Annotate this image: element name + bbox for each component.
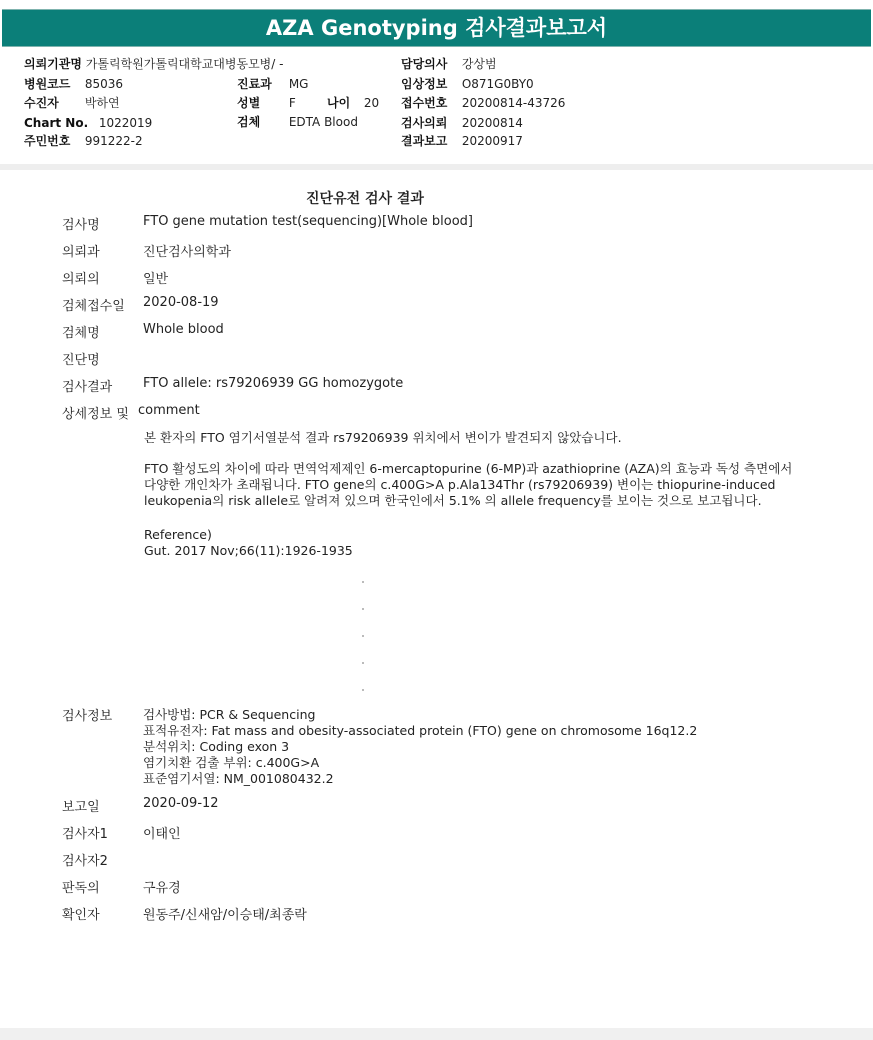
resident-no-value: 991222-2	[84, 134, 143, 148]
dept-field	[237, 77, 308, 91]
hospital-code-label: 병원코드	[24, 77, 71, 91]
patient-label: 수진자	[24, 96, 59, 110]
doctor-label: 담당의사	[401, 57, 448, 71]
specimen-value: EDTA Blood	[288, 115, 358, 129]
specimen-name-label: 검체명	[62, 326, 100, 341]
dept-value: MG	[288, 77, 309, 91]
resident-no-label: 주민번호	[24, 134, 71, 148]
confirmer-label: 확인자	[62, 908, 100, 923]
examiner2-label: 검사자2	[62, 854, 108, 869]
report-date-value: 2020-09-12	[143, 796, 219, 811]
patient-field	[24, 96, 120, 110]
clinical-info-field	[401, 77, 534, 91]
institution-label: 의뢰기관명	[24, 57, 82, 71]
report-heading: 진단유전 검사 결과	[306, 191, 424, 207]
request-date-label: 검사의뢰	[401, 116, 448, 130]
header-divider	[0, 164, 873, 170]
report-date-label: 보고일	[62, 800, 100, 815]
specimen-receipt-date-label: 검체접수일	[62, 299, 125, 314]
test-name-value: FTO gene mutation test(sequencing)[Whole blood]	[143, 214, 473, 229]
receipt-no-label: 접수번호	[401, 96, 448, 110]
specimen-name-value: Whole blood	[143, 322, 224, 337]
detail-value: comment	[138, 403, 200, 418]
target-gene-line: 표적유전자: Fat mass and obesity-associated protein (FTO) gene on chromosome 16q12.2	[143, 723, 698, 738]
analysis-site-line: 분석위치: Coding exon 3	[143, 739, 290, 754]
comment-paragraph-2: FTO 활성도의 차이에 따라 면역억제제인 6-mercaptopurine (6-MP)과 azathioprine (AZA)의 효능과 독성 측면에서 다양한 개인차가 초래됩니다. FTO gene의 c.400G>A p.Ala134Thr (rs79206939) 변이는 thiopurine-induced leukopenia의 risk allele로 알려져 있으며 한국인에서 5.1% 의 allele frequency를 보이는 것으로 보고됩니다.	[144, 461, 793, 508]
test-name-label: 검사명	[62, 218, 100, 233]
clinical-info-value: O871G0BY0	[461, 77, 534, 91]
reference-label: Reference)	[144, 527, 212, 542]
request-date-value: 20200814	[461, 116, 523, 130]
requesting-doctor-label: 의뢰의	[62, 272, 100, 287]
sex-value: F	[288, 96, 296, 110]
reader-label: 판독의	[62, 881, 100, 896]
reader-value: 구유경	[143, 881, 181, 896]
result-report-label: 결과보고	[401, 134, 448, 148]
divider-dot	[362, 689, 364, 691]
resident-no-field	[24, 134, 143, 148]
hospital-code-field	[24, 77, 123, 91]
test-result-label: 검사결과	[62, 380, 113, 395]
substitution-site-line: 염기치환 검출 부위: c.400G>A	[143, 755, 320, 770]
divider-dot	[362, 608, 364, 610]
institution-value: 가톨릭학원가톨릭대학교대병동모병/ -	[85, 57, 284, 71]
institution-field	[24, 57, 283, 71]
age-field	[327, 96, 379, 110]
test-method-line: 검사방법: PCR & Sequencing	[143, 707, 316, 722]
comment-paragraph-1: 본 환자의 FTO 염기서열분석 결과 rs79206939 위치에서 변이가 발견되지 않았습니다.	[144, 430, 622, 445]
requesting-dept-label: 의뢰과	[62, 245, 100, 260]
confirmer-value: 원동주/신새암/이승태/최종락	[143, 908, 307, 923]
divider-dot	[362, 581, 364, 583]
receipt-no-field	[401, 96, 565, 110]
clinical-info-label: 임상정보	[401, 77, 448, 91]
divider-dot	[362, 662, 364, 664]
diagnosis-label: 진단명	[62, 353, 100, 368]
test-info-label: 검사정보	[62, 709, 113, 724]
age-label: 나이	[327, 96, 351, 110]
examiner1-label: 검사자1	[62, 827, 108, 842]
detail-label: 상세정보 및	[62, 407, 129, 422]
request-date-field	[401, 116, 523, 130]
chart-no-field	[24, 116, 152, 130]
sex-label: 성별	[237, 96, 261, 110]
hospital-code-value: 85036	[84, 77, 124, 91]
reference-sequence-line: 표준염기서열: NM_001080432.2	[143, 771, 334, 786]
requesting-doctor-value: 일반	[143, 272, 169, 287]
receipt-no-value: 20200814-43726	[461, 96, 566, 110]
dept-label: 진료과	[237, 77, 272, 91]
doctor-value: 강상범	[461, 57, 497, 71]
specimen-receipt-date-value: 2020-08-19	[143, 295, 219, 310]
patient-value: 박하연	[84, 96, 120, 110]
specimen-field	[237, 115, 358, 129]
report-title-bar: AZA Genotyping 검사결과보고서	[2, 9, 871, 47]
examiner1-value: 이태인	[143, 827, 181, 842]
doctor-field	[401, 57, 497, 71]
sex-field	[237, 96, 296, 110]
reference-value: Gut. 2017 Nov;66(11):1926-1935	[144, 543, 353, 558]
result-report-value: 20200917	[461, 134, 523, 148]
requesting-dept-value: 진단검사의학과	[143, 245, 231, 260]
chart-no-label: Chart No.	[24, 116, 89, 130]
chart-no-value: 1022019	[98, 116, 153, 130]
specimen-label: 검체	[237, 115, 261, 129]
test-result-value: FTO allele: rs79206939 GG homozygote	[143, 376, 404, 391]
age-value: 20	[363, 96, 380, 110]
result-report-field	[401, 134, 523, 148]
divider-dot	[362, 635, 364, 637]
